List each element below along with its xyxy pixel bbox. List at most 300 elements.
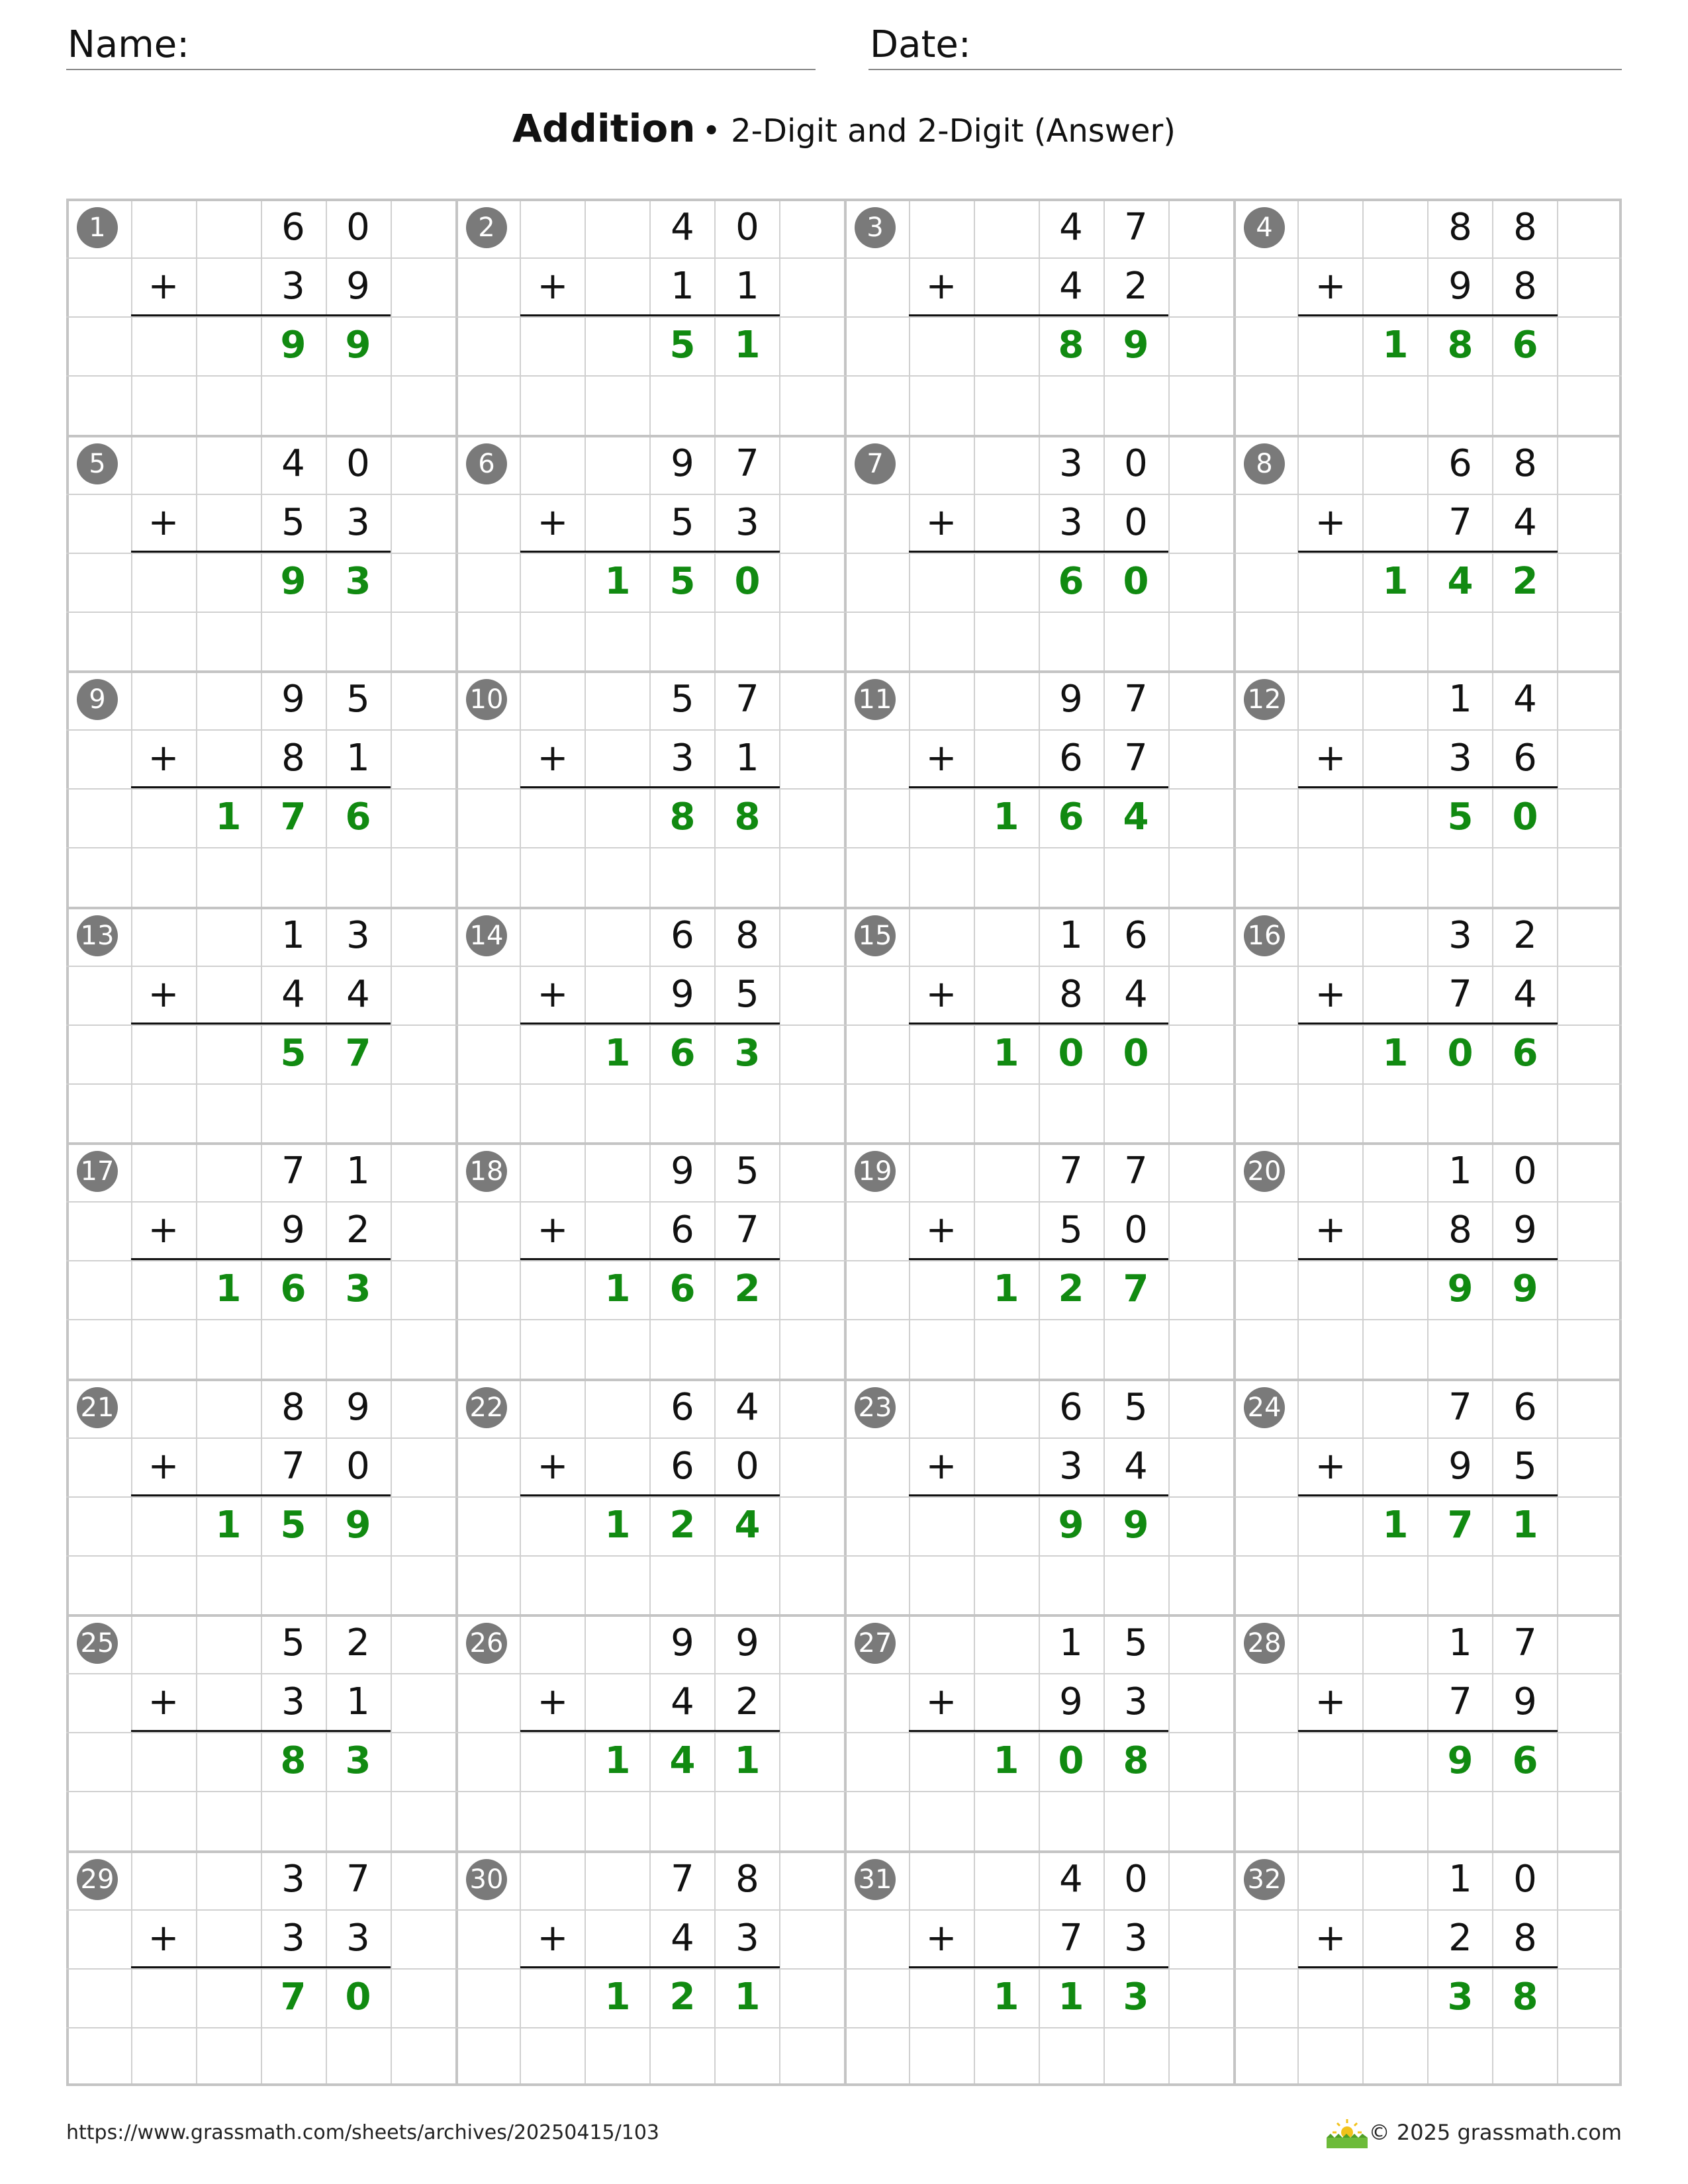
answer-digit: 6 [345, 796, 371, 839]
plus-sign: + [925, 1445, 957, 1488]
answer-digit: 9 [280, 560, 306, 603]
addend-bottom-digit: 3 [346, 501, 370, 544]
addend-bottom-digit: 9 [1448, 265, 1472, 308]
answer-digit: 1 [604, 1032, 631, 1075]
answer-digit: 6 [669, 1267, 696, 1310]
problem-number-badge: 20 [1244, 1151, 1285, 1192]
answer-digit: 3 [1123, 1976, 1149, 2019]
addend-bottom-digit: 1 [346, 1680, 370, 1723]
addend-bottom-digit: 7 [1059, 1917, 1083, 1960]
answer-digit: 3 [734, 1032, 761, 1075]
answer-digit: 0 [1058, 1032, 1084, 1075]
plus-sign: + [537, 501, 569, 544]
addend-bottom-digit: 4 [671, 1917, 694, 1960]
addend-top-digit: 4 [1059, 206, 1083, 249]
problem-number-badge: 12 [1244, 679, 1285, 720]
addend-bottom-digit: 3 [1059, 1445, 1083, 1488]
problem-number-badge: 25 [77, 1623, 118, 1664]
addend-top-digit: 0 [1513, 1150, 1537, 1193]
problem-number-badge: 24 [1244, 1387, 1285, 1428]
problem-3 [844, 199, 1233, 434]
footer-url: https://www.grassmath.com/sheets/archives/20250415/103 [66, 2121, 660, 2144]
addend-bottom-digit: 9 [671, 973, 694, 1016]
addend-bottom-digit: 3 [671, 737, 694, 780]
addend-bottom-digit: 3 [1124, 1680, 1148, 1723]
addend-bottom-digit: 3 [346, 1917, 370, 1960]
answer-digit: 3 [1447, 1976, 1474, 2019]
plus-sign: + [148, 973, 179, 1016]
plus-sign: + [1315, 265, 1346, 308]
addend-top-digit: 5 [735, 1150, 759, 1193]
problem-8 [1233, 435, 1622, 670]
addend-top-digit: 2 [346, 1621, 370, 1664]
name-field[interactable] [66, 25, 816, 70]
addend-top-digit: 5 [346, 678, 370, 721]
addend-bottom-digit: 2 [346, 1208, 370, 1251]
problem-22 [455, 1379, 844, 1614]
problem-23 [844, 1379, 1233, 1614]
answer-digit: 9 [1123, 324, 1149, 367]
addend-bottom-digit: 7 [1448, 501, 1472, 544]
addend-top-digit: 5 [1124, 1621, 1148, 1664]
addend-top-digit: 4 [281, 442, 305, 485]
problem-25 [66, 1614, 455, 1850]
addend-bottom-digit: 3 [1059, 501, 1083, 544]
plus-sign: + [925, 1680, 957, 1723]
answer-digit: 4 [1123, 796, 1149, 839]
answer-digit: 9 [280, 324, 306, 367]
addend-top-digit: 9 [735, 1621, 759, 1664]
answer-digit: 1 [993, 1032, 1019, 1075]
addend-bottom-digit: 5 [735, 973, 759, 1016]
problem-number-badge: 31 [855, 1859, 896, 1900]
addend-top-digit: 1 [1059, 1621, 1083, 1664]
plus-sign: + [1315, 501, 1346, 544]
addend-top-digit: 9 [671, 442, 694, 485]
addend-bottom-digit: 9 [1513, 1680, 1537, 1723]
addend-bottom-digit: 8 [1059, 973, 1083, 1016]
addend-bottom-digit: 4 [1124, 1445, 1148, 1488]
addend-bottom-digit: 3 [735, 1917, 759, 1960]
problem-16 [1233, 907, 1622, 1142]
problem-number-badge: 15 [855, 915, 896, 956]
addend-top-digit: 7 [1124, 678, 1148, 721]
answer-digit: 5 [280, 1032, 306, 1075]
plus-sign: + [148, 265, 179, 308]
problem-number-badge: 10 [466, 679, 507, 720]
problem-number-badge: 29 [77, 1859, 118, 1900]
answer-digit: 8 [669, 796, 696, 839]
plus-sign: + [148, 501, 179, 544]
problem-number-badge: 6 [466, 443, 507, 484]
addend-bottom-digit: 1 [671, 265, 694, 308]
addend-top-digit: 7 [735, 442, 759, 485]
answer-digit: 0 [345, 1976, 371, 2019]
answer-digit: 1 [993, 796, 1019, 839]
addend-top-digit: 6 [671, 914, 694, 957]
answer-digit: 1 [734, 324, 761, 367]
answer-digit: 1 [1382, 1504, 1409, 1547]
problem-number-badge: 23 [855, 1387, 896, 1428]
addend-bottom-digit: 9 [1059, 1680, 1083, 1723]
plus-sign: + [148, 1917, 179, 1960]
answer-digit: 5 [669, 560, 696, 603]
addend-bottom-digit: 4 [1124, 973, 1148, 1016]
addend-bottom-digit: 2 [1124, 265, 1148, 308]
addend-top-digit: 6 [1513, 1386, 1537, 1429]
addend-bottom-digit: 3 [281, 265, 305, 308]
problem-number-badge: 4 [1244, 207, 1285, 248]
answer-digit: 3 [345, 560, 371, 603]
answer-digit: 1 [604, 1976, 631, 2019]
addend-bottom-digit: 0 [1124, 501, 1148, 544]
addend-bottom-digit: 4 [1513, 973, 1537, 1016]
addend-bottom-digit: 1 [735, 737, 759, 780]
addend-bottom-digit: 7 [735, 1208, 759, 1251]
answer-digit: 8 [280, 1739, 306, 1782]
answer-digit: 1 [1512, 1504, 1538, 1547]
problem-number-badge: 5 [77, 443, 118, 484]
plus-sign: + [148, 737, 179, 780]
addend-bottom-digit: 0 [346, 1445, 370, 1488]
problem-30 [455, 1850, 844, 2086]
answer-digit: 8 [1058, 324, 1084, 367]
addend-top-digit: 3 [1448, 914, 1472, 957]
problem-number-badge: 1 [77, 207, 118, 248]
problem-15 [844, 907, 1233, 1142]
addend-bottom-digit: 4 [1513, 501, 1537, 544]
plus-sign: + [537, 1917, 569, 1960]
answer-digit: 8 [1447, 324, 1474, 367]
answer-digit: 6 [1512, 324, 1538, 367]
addend-bottom-digit: 7 [1124, 737, 1148, 780]
answer-digit: 6 [1058, 560, 1084, 603]
addend-top-digit: 8 [735, 1858, 759, 1901]
problem-number-badge: 13 [77, 915, 118, 956]
plus-sign: + [1315, 737, 1346, 780]
plus-sign: + [1315, 1680, 1346, 1723]
answer-digit: 9 [345, 1504, 371, 1547]
addend-bottom-digit: 1 [346, 737, 370, 780]
addend-top-digit: 0 [1513, 1858, 1537, 1901]
problem-1 [66, 199, 455, 434]
answer-digit: 8 [1123, 1739, 1149, 1782]
addend-bottom-digit: 7 [1448, 1680, 1472, 1723]
addend-bottom-digit: 5 [281, 501, 305, 544]
problem-9 [66, 670, 455, 906]
problem-10 [455, 670, 844, 906]
answer-digit: 4 [669, 1739, 696, 1782]
addend-top-digit: 5 [671, 678, 694, 721]
plus-sign: + [925, 973, 957, 1016]
answer-digit: 6 [280, 1267, 306, 1310]
answer-digit: 0 [1447, 1032, 1474, 1075]
answer-digit: 4 [1447, 560, 1474, 603]
answer-digit: 3 [345, 1739, 371, 1782]
answer-digit: 6 [1512, 1739, 1538, 1782]
addend-bottom-digit: 9 [1448, 1445, 1472, 1488]
addend-top-digit: 0 [735, 206, 759, 249]
addend-top-digit: 8 [1513, 206, 1537, 249]
problem-number-badge: 28 [1244, 1623, 1285, 1664]
addend-bottom-digit: 9 [1513, 1208, 1537, 1251]
answer-digit: 8 [1512, 1976, 1538, 2019]
problem-13 [66, 907, 455, 1142]
addend-top-digit: 6 [1124, 914, 1148, 957]
addend-top-digit: 1 [346, 1150, 370, 1193]
grass-sun-logo-icon [1324, 2116, 1370, 2150]
addend-top-digit: 7 [1124, 1150, 1148, 1193]
addend-bottom-digit: 4 [671, 1680, 694, 1723]
addend-top-digit: 6 [281, 206, 305, 249]
addend-top-digit: 1 [1448, 1858, 1472, 1901]
addend-bottom-digit: 3 [281, 1680, 305, 1723]
addend-top-digit: 7 [671, 1858, 694, 1901]
addend-bottom-digit: 5 [671, 501, 694, 544]
problem-number-badge: 14 [466, 915, 507, 956]
addend-bottom-digit: 7 [1448, 973, 1472, 1016]
addend-bottom-digit: 6 [1513, 737, 1537, 780]
problem-7 [844, 435, 1233, 670]
addend-top-digit: 7 [1059, 1150, 1083, 1193]
date-field[interactable] [868, 25, 1622, 70]
plus-sign: + [925, 1917, 957, 1960]
answer-digit: 6 [669, 1032, 696, 1075]
answer-digit: 2 [669, 1504, 696, 1547]
addend-bottom-digit: 9 [346, 265, 370, 308]
addend-top-digit: 7 [346, 1858, 370, 1901]
name-label: Name: [68, 23, 190, 66]
addend-bottom-digit: 2 [735, 1680, 759, 1723]
addend-bottom-digit: 8 [281, 737, 305, 780]
answer-digit: 9 [1058, 1504, 1084, 1547]
answer-digit: 7 [1123, 1267, 1149, 1310]
problem-31 [844, 1850, 1233, 2086]
problem-32 [1233, 1850, 1622, 2086]
addend-top-digit: 8 [735, 914, 759, 957]
answer-digit: 9 [1447, 1739, 1474, 1782]
addend-top-digit: 5 [1124, 1386, 1148, 1429]
addend-bottom-digit: 7 [281, 1445, 305, 1488]
answer-digit: 1 [215, 1504, 242, 1547]
problem-28 [1233, 1614, 1622, 1850]
addend-top-digit: 4 [1059, 1858, 1083, 1901]
problem-number-badge: 3 [855, 207, 896, 248]
answer-digit: 1 [1382, 324, 1409, 367]
plus-sign: + [537, 1680, 569, 1723]
problem-27 [844, 1614, 1233, 1850]
addend-top-digit: 6 [1448, 442, 1472, 485]
answer-digit: 0 [1512, 796, 1538, 839]
answer-digit: 1 [604, 560, 631, 603]
answer-digit: 1 [215, 1267, 242, 1310]
addend-top-digit: 9 [671, 1150, 694, 1193]
problem-2 [455, 199, 844, 434]
addend-top-digit: 3 [281, 1858, 305, 1901]
problem-number-badge: 11 [855, 679, 896, 720]
answer-digit: 1 [734, 1739, 761, 1782]
addend-top-digit: 1 [1448, 678, 1472, 721]
problem-4 [1233, 199, 1622, 434]
addend-bottom-digit: 0 [1124, 1208, 1148, 1251]
addend-bottom-digit: 3 [281, 1917, 305, 1960]
answer-digit: 0 [1123, 1032, 1149, 1075]
addend-top-digit: 9 [281, 678, 305, 721]
title-subtitle: • 2-Digit and 2-Digit (Answer) [702, 113, 1176, 150]
addend-top-digit: 4 [1513, 678, 1537, 721]
addend-bottom-digit: 8 [1513, 265, 1537, 308]
addend-top-digit: 1 [1448, 1150, 1472, 1193]
problem-5 [66, 435, 455, 670]
problem-number-badge: 9 [77, 679, 118, 720]
addend-top-digit: 8 [1513, 442, 1537, 485]
addend-top-digit: 6 [1059, 1386, 1083, 1429]
answer-digit: 2 [669, 1976, 696, 2019]
answer-digit: 3 [345, 1267, 371, 1310]
addend-bottom-digit: 4 [1059, 265, 1083, 308]
answer-digit: 9 [345, 324, 371, 367]
answer-digit: 5 [280, 1504, 306, 1547]
problem-20 [1233, 1142, 1622, 1378]
addend-top-digit: 1 [1448, 1621, 1472, 1664]
problem-number-badge: 21 [77, 1387, 118, 1428]
answer-digit: 2 [1512, 560, 1538, 603]
plus-sign: + [925, 1208, 957, 1251]
answer-digit: 1 [1382, 560, 1409, 603]
addend-bottom-digit: 5 [1513, 1445, 1537, 1488]
problem-21 [66, 1379, 455, 1614]
addend-top-digit: 0 [1124, 1858, 1148, 1901]
problem-number-badge: 19 [855, 1151, 896, 1192]
plus-sign: + [537, 265, 569, 308]
problem-number-badge: 30 [466, 1859, 507, 1900]
problem-17 [66, 1142, 455, 1378]
addend-top-digit: 4 [735, 1386, 759, 1429]
addend-top-digit: 7 [1513, 1621, 1537, 1664]
answer-digit: 4 [734, 1504, 761, 1547]
problem-number-badge: 26 [466, 1623, 507, 1664]
addend-top-digit: 0 [346, 206, 370, 249]
worksheet-title [0, 106, 1688, 151]
addend-top-digit: 0 [1124, 442, 1148, 485]
addend-bottom-digit: 4 [281, 973, 305, 1016]
answer-digit: 1 [993, 1267, 1019, 1310]
addend-bottom-digit: 9 [281, 1208, 305, 1251]
problem-number-badge: 27 [855, 1623, 896, 1664]
addend-top-digit: 4 [671, 206, 694, 249]
answer-digit: 7 [280, 1976, 306, 2019]
answer-digit: 1 [604, 1504, 631, 1547]
addend-bottom-digit: 0 [735, 1445, 759, 1488]
answer-digit: 2 [734, 1267, 761, 1310]
addend-bottom-digit: 5 [1059, 1208, 1083, 1251]
answer-digit: 7 [1447, 1504, 1474, 1547]
answer-digit: 2 [1058, 1267, 1084, 1310]
addend-top-digit: 3 [346, 914, 370, 957]
answer-digit: 8 [734, 796, 761, 839]
addend-bottom-digit: 8 [1448, 1208, 1472, 1251]
problem-11 [844, 670, 1233, 906]
addend-bottom-digit: 1 [735, 265, 759, 308]
addend-top-digit: 7 [1448, 1386, 1472, 1429]
addend-top-digit: 1 [1059, 914, 1083, 957]
addend-top-digit: 8 [281, 1386, 305, 1429]
answer-digit: 1 [1382, 1032, 1409, 1075]
addend-top-digit: 0 [346, 442, 370, 485]
addend-bottom-digit: 6 [671, 1445, 694, 1488]
answer-digit: 5 [1447, 796, 1474, 839]
plus-sign: + [925, 737, 957, 780]
answer-digit: 9 [1512, 1267, 1538, 1310]
addend-top-digit: 7 [735, 678, 759, 721]
answer-digit: 1 [993, 1976, 1019, 2019]
problem-number-badge: 18 [466, 1151, 507, 1192]
problem-18 [455, 1142, 844, 1378]
plus-sign: + [537, 973, 569, 1016]
problem-number-badge: 16 [1244, 915, 1285, 956]
addend-top-digit: 9 [346, 1386, 370, 1429]
addend-top-digit: 7 [1124, 206, 1148, 249]
problem-number-badge: 8 [1244, 443, 1285, 484]
problem-6 [455, 435, 844, 670]
problem-24 [1233, 1379, 1622, 1614]
addend-top-digit: 8 [1448, 206, 1472, 249]
plus-sign: + [1315, 1445, 1346, 1488]
date-label: Date: [870, 23, 971, 66]
answer-digit: 7 [280, 796, 306, 839]
plus-sign: + [537, 737, 569, 780]
title-main: Addition [512, 106, 696, 151]
answer-digit: 7 [345, 1032, 371, 1075]
answer-digit: 1 [1058, 1976, 1084, 2019]
plus-sign: + [1315, 1917, 1346, 1960]
plus-sign: + [925, 265, 957, 308]
problem-number-badge: 22 [466, 1387, 507, 1428]
addend-bottom-digit: 3 [735, 501, 759, 544]
answer-digit: 6 [1512, 1032, 1538, 1075]
addend-bottom-digit: 3 [1448, 737, 1472, 780]
plus-sign: + [148, 1680, 179, 1723]
addend-top-digit: 9 [671, 1621, 694, 1664]
addend-bottom-digit: 8 [1513, 1917, 1537, 1960]
plus-sign: + [148, 1208, 179, 1251]
answer-digit: 9 [1123, 1504, 1149, 1547]
problem-26 [455, 1614, 844, 1850]
answer-digit: 1 [734, 1976, 761, 2019]
plus-sign: + [1315, 973, 1346, 1016]
addend-top-digit: 3 [1059, 442, 1083, 485]
addend-bottom-digit: 4 [346, 973, 370, 1016]
problem-number-badge: 7 [855, 443, 896, 484]
footer-copyright: © 2025 grassmath.com [1368, 2120, 1622, 2145]
plus-sign: + [537, 1445, 569, 1488]
addend-bottom-digit: 6 [1059, 737, 1083, 780]
addend-bottom-digit: 3 [1124, 1917, 1148, 1960]
problem-grid [66, 199, 1622, 2086]
answer-digit: 1 [604, 1739, 631, 1782]
addend-top-digit: 6 [671, 1386, 694, 1429]
problem-12 [1233, 670, 1622, 906]
answer-digit: 0 [1058, 1739, 1084, 1782]
answer-digit: 9 [1447, 1267, 1474, 1310]
answer-digit: 1 [215, 796, 242, 839]
addend-top-digit: 5 [281, 1621, 305, 1664]
answer-digit: 1 [604, 1267, 631, 1310]
problem-number-badge: 17 [77, 1151, 118, 1192]
answer-digit: 5 [669, 324, 696, 367]
plus-sign: + [148, 1445, 179, 1488]
problem-number-badge: 32 [1244, 1859, 1285, 1900]
